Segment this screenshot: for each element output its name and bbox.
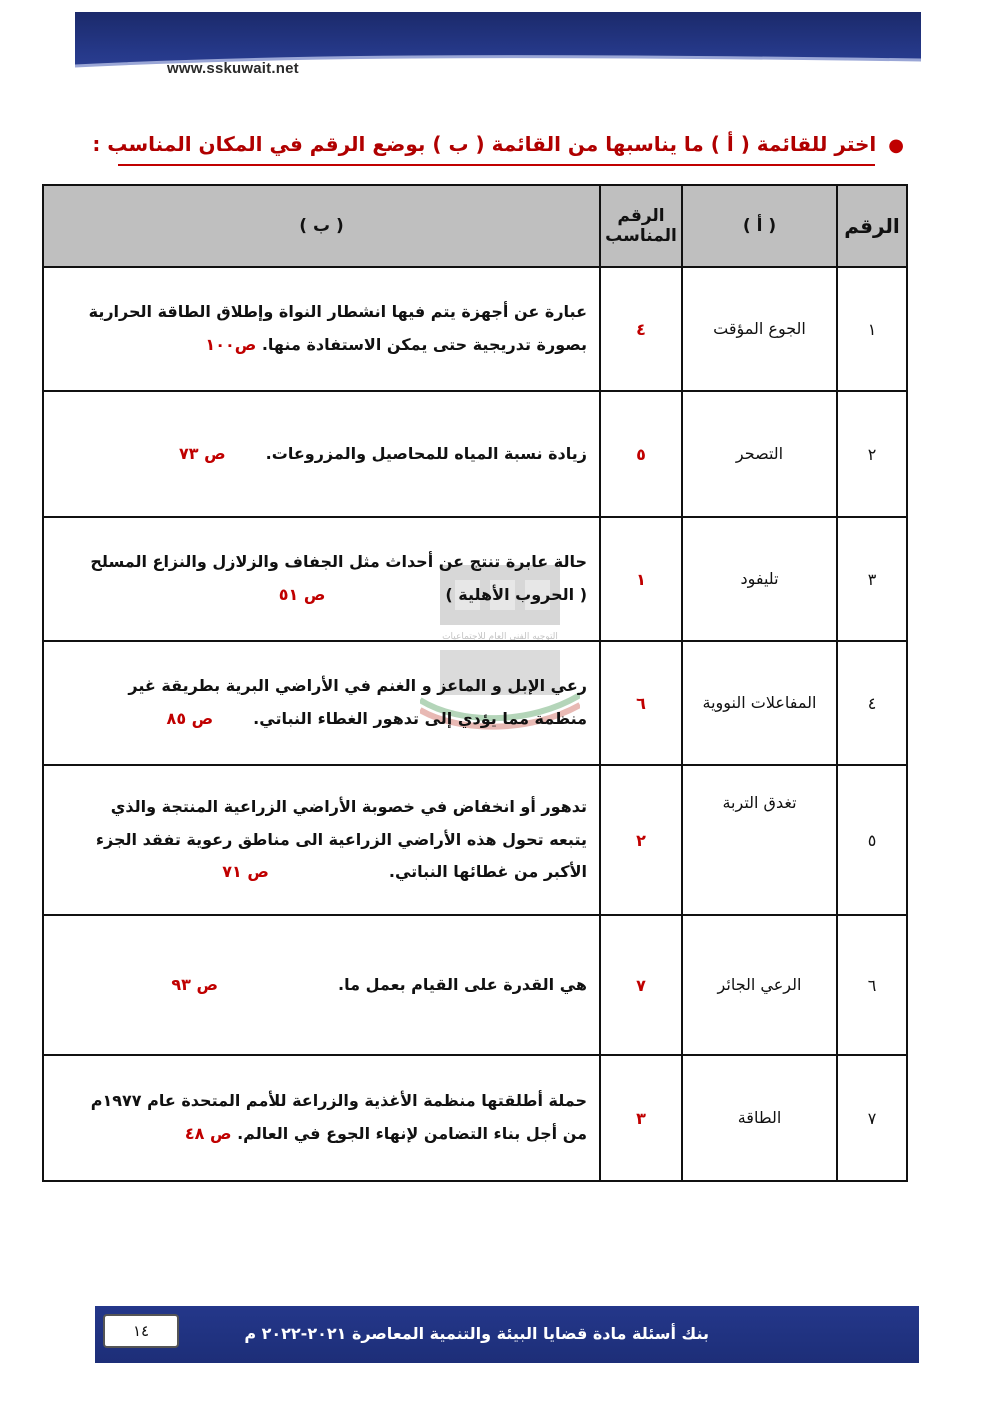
page-reference: ص١٠٠ [205,335,257,354]
table-header-row [43,185,907,267]
definition-text: حملة أطلقتها منظمة الأغذية والزراعة للأمم المتحدة عام ١٩٧٧م من أجل بناء التضامن لإنهاء الجوع في العالم. [90,1091,587,1143]
table-row [43,391,907,517]
header-answer: الرقم المناسب [600,185,682,267]
instruction-text: اختر للقائمة ( أ ) ما يناسبها من القائمة ( ب ) بوضع الرقم في المكان المناسب : [92,132,877,156]
row-number: ٧ [837,1055,907,1181]
row-number: ٢ [837,391,907,517]
term-a: الجوع المؤقت [682,267,837,391]
answer-number: ٣ [600,1055,682,1181]
page-number: ١٤ [103,1314,179,1348]
answer-number: ٧ [600,915,682,1055]
definition-b [43,267,600,391]
definition-text: رعي الإبل و الماعز و الغنم في الأراضي البرية بطريقة غير منظمة مما يؤدي إلى تدهور الغطاء النباتي. [128,676,587,728]
instruction-heading [92,132,904,156]
table-row [43,641,907,765]
row-number: ١ [837,267,907,391]
definition-text: زيادة نسبة المياه للمحاصيل والمزروعات. [265,443,587,463]
header-column-a: ( أ ) [682,185,837,267]
definition-b [43,915,600,1055]
footer-title: بنك أسئلة مادة قضايا البيئة والتنمية المعاصرة ٢٠٢١-٢٠٢٢ م [244,1324,709,1343]
answer-number: ٦ [600,641,682,765]
page-reference: ص ٧١ [222,862,269,882]
definition-text: هي القدرة على القيام بعمل ما. [338,974,587,994]
answer-number: ١ [600,517,682,641]
page-reference: ص ٥١ [278,585,326,604]
matching-table [42,184,908,1182]
table-row [43,915,907,1055]
term-a: الطاقة [682,1055,837,1181]
header-number: الرقم [837,185,907,267]
term-a: التصحر [682,391,837,517]
page-reference: ص ٨٥ [166,709,214,728]
definition-b [43,641,600,765]
top-banner [75,12,921,88]
table-row [43,1055,907,1181]
definition-text: حالة عابرة تنتج عن أحداث مثل الجفاف والزلازل والنزاع المسلح ( الحروب الأهلية ) [90,552,587,604]
row-number: ٥ [837,765,907,915]
table-row [43,517,907,641]
bullet-icon: ● [888,135,904,156]
row-number: ٤ [837,641,907,765]
page-reference: ص ٧٣ [179,443,226,463]
term-a: تليفود [682,517,837,641]
header-column-b: ( ب ) [43,185,600,267]
term-a: المفاعلات النووية [682,641,837,765]
row-number: ٦ [837,915,907,1055]
bottom-banner [95,1306,919,1363]
definition-b [43,517,600,641]
definition-b [43,1055,600,1181]
instruction-underline [118,164,875,166]
page-reference: ص ٩٣ [171,974,218,994]
definition-text: تدهور أو انخفاض في خصوبة الأراضي الزراعية المنتجة والذي يتبعه تحول هذه الأراضي الزراعية الى مناطق رعوية تفقد الجزء الأكبر من غطائها النباتي. [95,796,587,882]
page-reference: ص ٤٨ [184,1124,232,1143]
table-row [43,267,907,391]
term-a: تغدق التربة [682,765,837,915]
table-row [43,765,907,915]
watermark-text: التوجيه الفني العام للاجتماعيات [442,632,558,642]
answer-number: ٥ [600,391,682,517]
row-number: ٣ [837,517,907,641]
answer-number: ٤ [600,267,682,391]
definition-b [43,391,600,517]
site-url[interactable]: www.sskuwait.net [167,60,299,77]
answer-number: ٢ [600,765,682,915]
term-a: الرعي الجائر [682,915,837,1055]
definition-text: عبارة عن أجهزة يتم فيها انشطار النواة وإطلاق الطاقة الحرارية بصورة تدريجية حتى يمكن الاستفادة منها. [88,302,587,354]
definition-b [43,765,600,915]
